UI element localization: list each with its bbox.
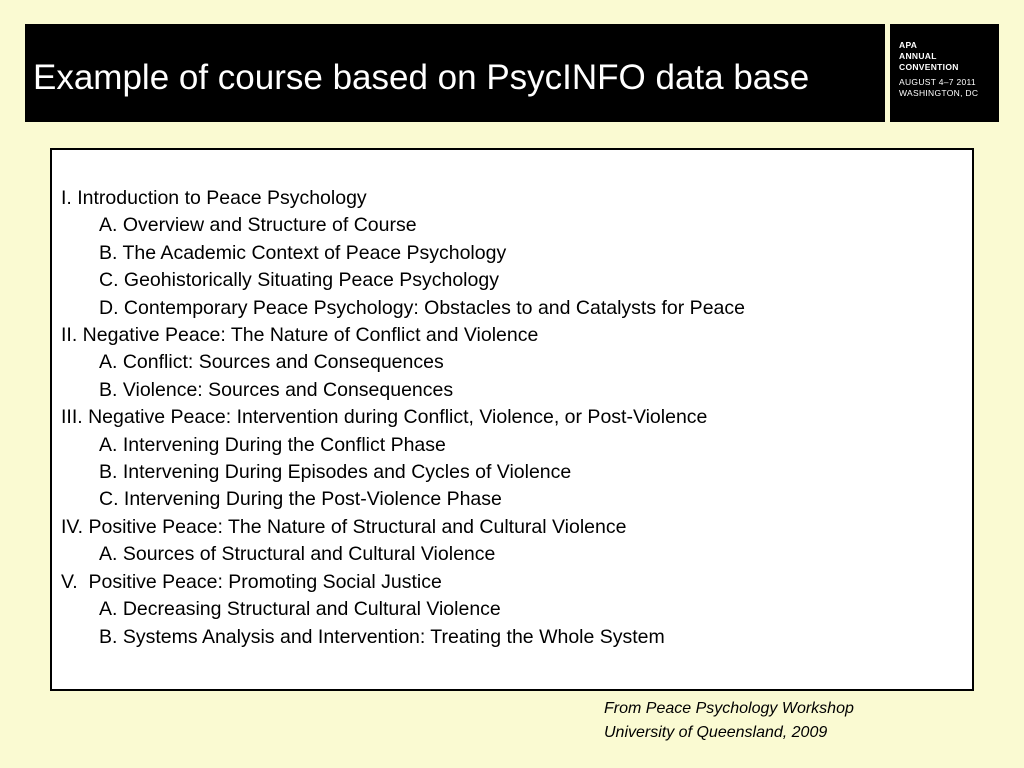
source-line-university: University of Queensland, 2009 bbox=[604, 724, 828, 741]
logo-line-annual: ANNUAL bbox=[899, 51, 937, 61]
title-bar bbox=[25, 24, 885, 122]
outline-subitem: A. Intervening During the Conflict Phase bbox=[99, 433, 446, 456]
slide-title: Example of course based on PsycINFO data base bbox=[33, 57, 810, 97]
outline-item: III. Negative Peace: Intervention during Conflict, Violence, or Post-Violence bbox=[61, 406, 708, 429]
outline-subitem: C. Geohistorically Situating Peace Psychology bbox=[99, 269, 499, 292]
outline-subitem: A. Sources of Structural and Cultural Violence bbox=[99, 543, 496, 566]
logo-line-location: WASHINGTON, DC bbox=[899, 88, 979, 98]
logo-line-apa: APA bbox=[899, 40, 918, 50]
outline-item: IV. Positive Peace: The Nature of Structural and Cultural Violence bbox=[61, 515, 627, 538]
source-citation bbox=[604, 697, 854, 745]
outline-subitem: C. Intervening During the Post-Violence Phase bbox=[99, 488, 502, 511]
outline-item: II. Negative Peace: The Nature of Conflict and Violence bbox=[61, 324, 539, 347]
outline-subitem: B. Violence: Sources and Consequences bbox=[99, 378, 454, 401]
outline-subitem: A. Decreasing Structural and Cultural Violence bbox=[99, 598, 501, 621]
outline-item: V. Positive Peace: Promoting Social Justice bbox=[61, 570, 442, 593]
logo-line-convention: CONVENTION bbox=[899, 62, 959, 72]
outline-subitem: B. The Academic Context of Peace Psychology bbox=[99, 241, 507, 264]
outline-subitem: A. Overview and Structure of Course bbox=[99, 214, 417, 237]
course-outline-box bbox=[50, 148, 974, 691]
outline-subitem: B. Systems Analysis and Intervention: Treating the Whole System bbox=[99, 625, 665, 648]
outline-item: I. Introduction to Peace Psychology bbox=[61, 187, 367, 209]
source-line-workshop: From Peace Psychology Workshop bbox=[604, 700, 854, 717]
logo-line-dates: AUGUST 4–7 2011 bbox=[899, 77, 976, 87]
outline-subitem: D. Contemporary Peace Psychology: Obstacles to and Catalysts for Peace bbox=[99, 296, 745, 319]
apa-convention-logo bbox=[890, 24, 999, 122]
outline-subitem: A. Conflict: Sources and Consequences bbox=[99, 351, 444, 374]
outline-subitem: B. Intervening During Episodes and Cycles of Violence bbox=[99, 461, 572, 484]
